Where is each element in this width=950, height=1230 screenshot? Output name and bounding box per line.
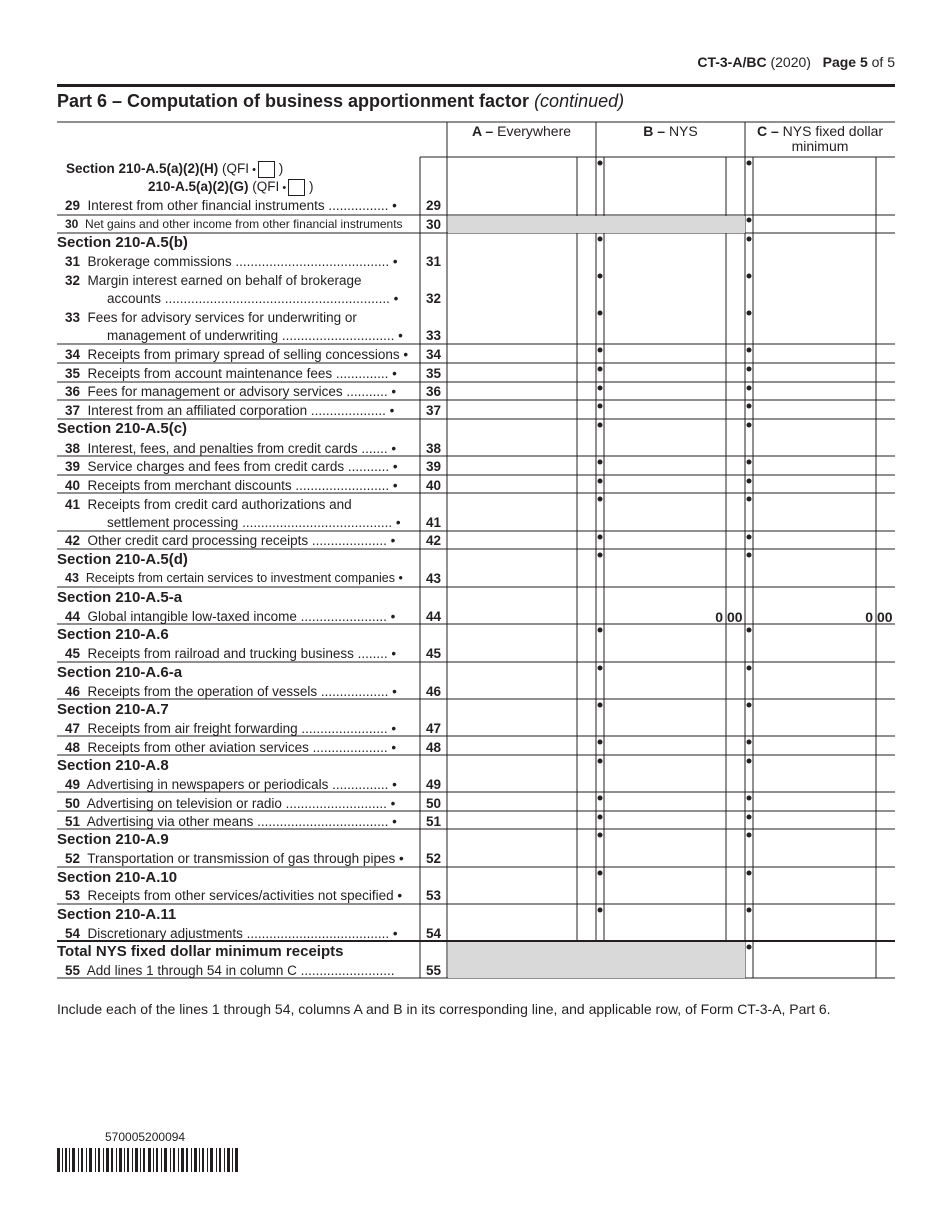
line-43: 43 Receipts from certain services to investment companies • [65,571,403,585]
part-continued: (continued) [534,91,625,111]
line-38: 38 Interest, fees, and penalties from credit cards ....... • [65,441,397,456]
line-39-num: 39 [425,459,442,474]
section-210-a5b: Section 210-A.5(b) [57,234,188,251]
line-54-num: 54 [425,926,442,941]
line-48: 48 Receipts from other aviation services .................... • [65,740,397,755]
line-29: 29 Interest from other financial instruments ................ • [65,198,397,213]
line-32-num: 32 [425,291,442,306]
line-50-num: 50 [425,796,442,811]
page-of: of 5 [871,54,895,70]
line-44-c-dollars: 0 [865,609,873,625]
section-210-a10: Section 210-A.10 [57,869,178,886]
line-53-num: 53 [425,888,442,903]
column-b-header: B – NYS [643,123,698,139]
line-50: 50 Advertising on television or radio ........................... • [65,796,396,811]
section-210-a6: Section 210-A.6 [57,626,169,643]
qfi-line-1: Section 210-A.5(a)(2)(H) (QFI • ) [66,161,284,177]
line-36-num: 36 [425,384,442,399]
line-31: 31 Brokerage commissions ......................................... • [65,254,398,269]
qfi-checkbox-h[interactable] [258,161,275,178]
line-45: 45 Receipts from railroad and trucking business ........ • [65,646,397,661]
section-210-a5c: Section 210-A.5(c) [57,420,188,437]
line-32-cont: accounts ............................................................ • [107,291,399,306]
qfi-line-2: 210-A.5(a)(2)(G) (QFI • ) [148,179,314,195]
line-44-num: 44 [425,609,442,624]
line-53: 53 Receipts from other services/activities not specified • [65,888,403,903]
section-210-a7: Section 210-A.7 [57,701,169,718]
line-33-cont: management of underwriting .............................. • [107,328,403,343]
line-39: 39 Service charges and fees from credit cards ........... • [65,459,398,474]
line-38-num: 38 [425,441,442,456]
qfi-checkbox-g[interactable] [288,179,305,196]
section-210-a5d: Section 210-A.5(d) [57,551,188,568]
line-47-num: 47 [425,721,442,736]
section-210-a8: Section 210-A.8 [57,757,169,774]
line-43-num: 43 [425,571,442,586]
line-41-cont: settlement processing ........................................ • [107,515,401,530]
line-48-num: 48 [425,740,442,755]
form-id: CT-3-A/BC [697,54,767,70]
section-210-a5-a: Section 210-A.5-a [57,589,183,606]
line-52: 52 Transportation or transmission of gas through pipes • [65,851,404,866]
barcode [57,1148,238,1172]
line-52-num: 52 [425,851,442,866]
line-33: 33 Fees for advisory services for underwriting or [65,310,357,325]
line-46: 46 Receipts from the operation of vessels .................. • [65,684,397,699]
page-label: Page 5 [822,54,868,70]
line-51: 51 Advertising via other means ................................... • [65,814,397,829]
line-46-num: 46 [425,684,442,699]
line-40: 40 Receipts from merchant discounts ......................... • [65,478,398,493]
section-210-a11: Section 210-A.11 [57,906,177,923]
bullet-markers [598,161,752,950]
line-35: 35 Receipts from account maintenance fees .............. • [65,366,397,381]
line-42: 42 Other credit card processing receipts .................... • [65,533,396,548]
section-210-a6-a: Section 210-A.6-a [57,664,183,681]
part-title: Part 6 – Computation of business apportionment factor (continued) [57,91,625,111]
line-34: 34 Receipts from primary spread of selling concessions • [65,347,409,362]
line-49-num: 49 [425,777,442,792]
line-49: 49 Advertising in newspapers or periodicals ............... • [65,777,397,792]
line-35-num: 35 [425,366,442,381]
line-29-num: 29 [425,198,442,213]
form-year: (2020) [770,54,811,70]
line-44-b-dollars: 0 [715,609,723,625]
line-44-b-cents: 00 [727,609,743,625]
line-37-num: 37 [425,403,442,418]
line-31-num: 31 [425,254,442,269]
line-34-num: 34 [425,347,442,362]
line-41: 41 Receipts from credit card authorizations and [65,497,352,512]
line-47: 47 Receipts from air freight forwarding ....................... • [65,721,397,736]
section-210-a9: Section 210-A.9 [57,831,169,848]
line-55-num: 55 [425,963,442,978]
barcode-number: 570005200094 [105,1130,186,1144]
line-36: 36 Fees for management or advisory services ........... • [65,384,397,399]
section-total: Total NYS fixed dollar minimum receipts [57,943,344,960]
line-32: 32 Margin interest earned on behalf of brokerage [65,273,362,288]
line-51-num: 51 [425,814,442,829]
column-a-header: A – Everywhere [471,123,572,139]
line-45-num: 45 [425,646,442,661]
line-30: 30 Net gains and other income from other financial instruments [65,217,403,231]
column-c-header: C – NYS fixed dollar minimum [756,123,884,154]
line-40-num: 40 [425,478,442,493]
line-44-c-cents: 00 [877,609,893,625]
line-30-num: 30 [425,217,442,232]
line-42-num: 42 [425,533,442,548]
line-41-num: 41 [425,515,442,530]
footer-note: Include each of the lines 1 through 54, columns A and B in its corresponding line, and applicable row, of Form CT-3-A, Part 6. [57,1001,831,1017]
line-55: 55 Add lines 1 through 54 in column C ......................... [65,963,395,978]
line-44: 44 Global intangible low-taxed income ....................... • [65,609,396,624]
line-33-num: 33 [425,328,442,343]
line-37: 37 Interest from an affiliated corporation .................... • [65,403,395,418]
line-54: 54 Discretionary adjustments ...................................... • [65,926,398,941]
